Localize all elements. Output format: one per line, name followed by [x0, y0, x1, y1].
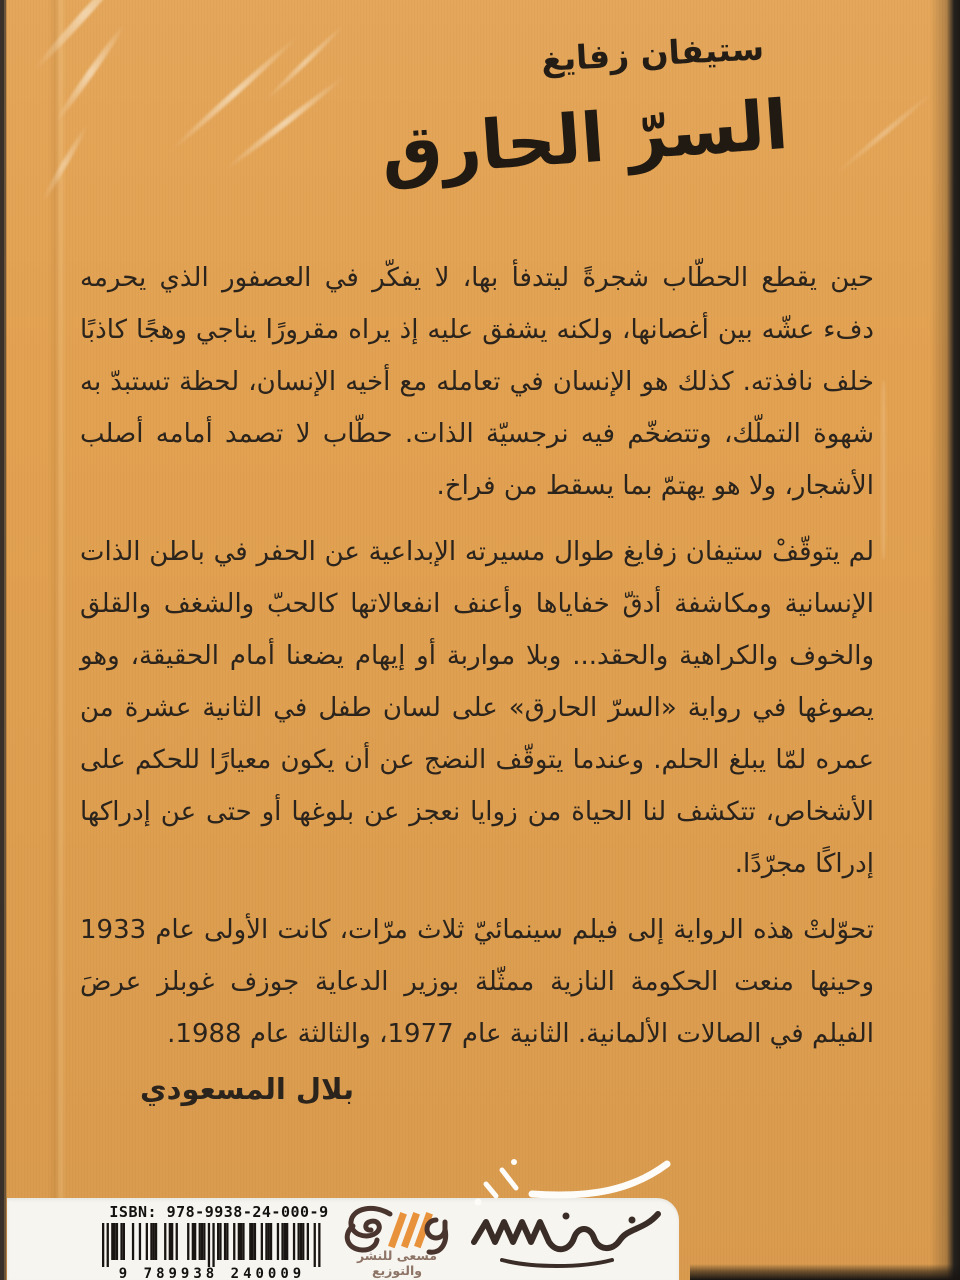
barcode-digits: 9 789938 240009	[118, 1266, 306, 1280]
plastic-glare	[880, 380, 887, 560]
plastic-glare	[170, 34, 300, 152]
author-name: ستيفان زفايغ	[540, 28, 765, 79]
blurb-paragraph-2: لم يتوقّفْ ستيفان زفايغ طوال مسيرته الإبداعية عن الحفر في باطن الذات الإنسانية ومكاشفة أدقّ خفاياها وأعنف انفعالاتها كالحبّ والشغف والقلق والخوف والكراهية والحقد... وبلا مواربة أو إيهام يضعنا أمام الحقيقة، وهو يصوغها في رواية «السرّ الحارق» على لسان طفل في الثانية عشرة من عمره لمّا يبلغ الحلم. وعندما يتوقّف النضج عن أن يكون معيارًا للحكم على الأشخاص، تتكشف لنا الحياة من زوايا نعجز عن بلوغها أو حتى عن إدراكها إدراكًا مجرّدًا.	[80, 537, 874, 879]
isbn-text: ISBN: 978-9938-24-000-9	[109, 1203, 329, 1221]
publisher-masaa-name: مسعى للنشر والتوزيع	[357, 1248, 437, 1278]
plastic-glare	[264, 22, 347, 102]
book-right-edge	[930, 0, 960, 1280]
plastic-glare	[834, 89, 937, 176]
ean13-barcode	[92, 1223, 332, 1280]
book-bottom-edge	[690, 1264, 960, 1280]
blurb-text-block	[80, 252, 874, 1074]
publisher-masaa-logo	[336, 1202, 458, 1280]
meskiliani-logo-icon	[462, 1150, 682, 1280]
translator-name: بلال المسعودي	[140, 1072, 354, 1106]
book-spine-edge	[0, 0, 7, 1280]
blurb-paragraph-1: حين يقطع الحطّاب شجرةً ليتدفأ بها، لا يفكّر في العصفور الذي يحرمه دفء عشّه بين أغصانها، ولكنه يشفق عليه إذ يراه مقرورًا يناجي وهجًا كاذبًا خلف نافذته. كذلك هو الإنسان في تعامله مع أخيه الإنسان، لحظة تستبدّ به شهوة التملّك، وتتضخّم فيه نرجسيّة الذات. حطّاب لا تصمد أمامه أصلب الأشجار، ولا هو يهتمّ بما يسقط من فراخ.	[80, 263, 874, 501]
book-title: السرّ الحارق	[378, 85, 791, 194]
publisher-meskiliani-logo	[462, 1150, 682, 1280]
blurb-paragraph-3: تحوّلتْ هذه الرواية إلى فيلم سينمائيّ ثلاث مرّات، كانت الأولى عام 1933 وحينها منعت الحكومة النازية ممثّلة بوزير الدعاية جوزف غوبلز عرضَ الفيلم في الصالات الألمانية. الثانية عام 1977، والثالثة عام 1988.	[80, 915, 874, 1049]
